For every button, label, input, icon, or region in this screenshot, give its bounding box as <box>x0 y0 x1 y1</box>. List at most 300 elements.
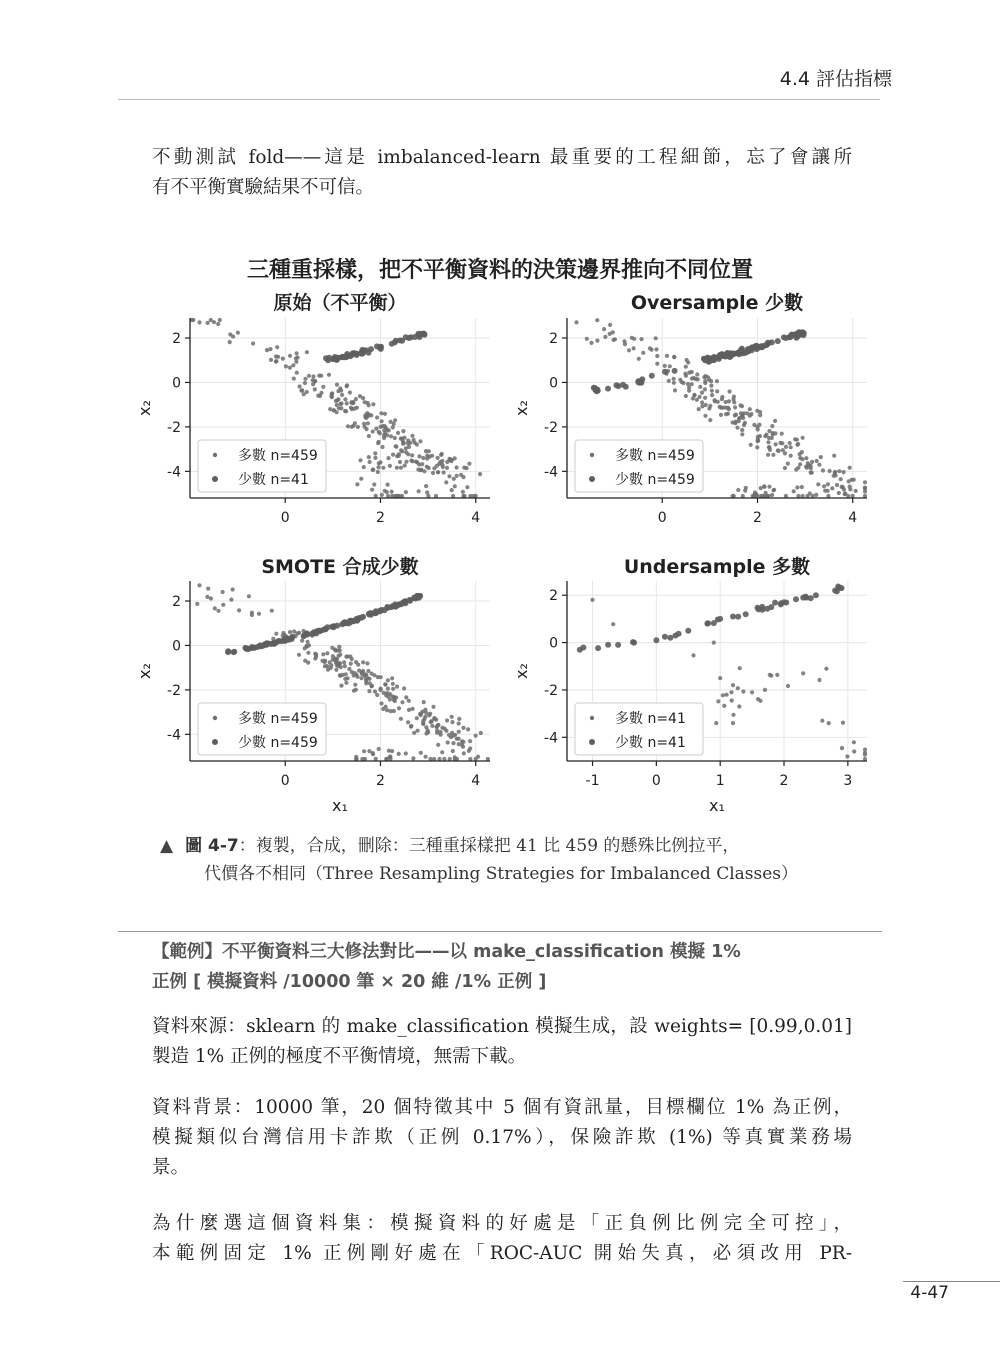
majority-point <box>404 460 408 464</box>
majority-point <box>407 708 411 712</box>
majority-point <box>715 389 719 393</box>
majority-point <box>774 442 778 446</box>
majority-point <box>216 322 220 326</box>
majority-point <box>654 347 658 351</box>
majority-point <box>379 411 383 415</box>
majority-point <box>306 651 310 655</box>
majority-point <box>337 661 341 665</box>
majority-point <box>848 466 852 470</box>
x-tick-label: 4 <box>471 773 481 789</box>
majority-point <box>691 653 695 657</box>
intro-line: 有不平衡實驗結果不可信。 <box>152 177 375 198</box>
majority-point <box>427 449 431 453</box>
majority-point <box>839 477 843 481</box>
majority-point <box>703 379 707 383</box>
majority-point <box>371 751 375 755</box>
majority-point <box>719 413 723 417</box>
majority-point <box>288 366 292 370</box>
majority-point <box>325 651 329 655</box>
majority-point <box>724 412 728 416</box>
majority-point <box>632 346 636 350</box>
majority-point <box>697 407 701 411</box>
majority-point <box>708 418 712 422</box>
majority-point <box>786 684 790 688</box>
majority-point <box>734 413 738 417</box>
majority-point <box>367 455 371 459</box>
majority-point <box>197 320 201 324</box>
majority-point <box>762 485 766 489</box>
majority-point <box>771 453 775 457</box>
minority-point <box>685 628 691 634</box>
majority-point <box>389 434 393 438</box>
minority-point <box>322 626 328 632</box>
minority-point <box>366 350 372 356</box>
majority-point <box>445 466 449 470</box>
majority-point <box>690 382 694 386</box>
majority-point <box>749 412 753 416</box>
majority-point <box>370 684 374 688</box>
y-axis-label: x₂ <box>135 400 154 416</box>
majority-point <box>365 427 369 431</box>
x-tick-label: 0 <box>280 773 290 789</box>
majority-point <box>767 429 771 433</box>
majority-point <box>706 375 710 379</box>
data-background-paragraph <box>152 1093 852 1183</box>
majority-point <box>303 381 307 385</box>
majority-point <box>432 717 436 721</box>
majority-point <box>334 399 338 403</box>
majority-point <box>724 400 728 404</box>
majority-point <box>281 357 285 361</box>
minority-point <box>729 351 735 357</box>
majority-point <box>731 420 735 424</box>
majority-point <box>752 423 756 427</box>
majority-point <box>251 341 255 345</box>
majority-point <box>356 663 360 667</box>
majority-point <box>352 673 356 677</box>
majority-point <box>603 335 607 339</box>
x-tick-label: 4 <box>471 510 481 526</box>
majority-point <box>197 583 201 587</box>
minority-point <box>715 617 721 623</box>
majority-point <box>444 729 448 733</box>
majority-point <box>462 751 466 755</box>
majority-point <box>863 480 867 484</box>
majority-point <box>388 697 392 701</box>
majority-point <box>337 645 341 649</box>
minority-point <box>580 645 586 651</box>
y-axis-label: x₂ <box>135 663 154 679</box>
majority-point <box>358 458 362 462</box>
majority-point <box>716 699 720 703</box>
majority-point <box>425 457 429 461</box>
majority-point <box>792 489 796 493</box>
majority-point <box>476 755 480 759</box>
majority-point <box>464 466 468 470</box>
majority-point <box>390 676 394 680</box>
majority-point <box>467 749 471 753</box>
majority-point <box>361 660 365 664</box>
x-tick-label: 2 <box>376 773 385 789</box>
majority-point <box>397 752 401 756</box>
majority-point <box>250 613 254 617</box>
majority-point <box>404 446 408 450</box>
example-heading <box>152 937 862 997</box>
majority-point <box>654 336 658 340</box>
majority-point <box>305 350 309 354</box>
minority-point <box>676 631 682 637</box>
majority-point <box>756 439 760 443</box>
majority-point <box>338 386 342 390</box>
majority-point <box>781 448 785 452</box>
page-number-rule <box>903 1281 1000 1282</box>
majority-point <box>821 468 825 472</box>
majority-point <box>281 631 285 635</box>
y-tick-label: 2 <box>549 331 558 347</box>
majority-point <box>397 452 401 456</box>
majority-point <box>423 715 427 719</box>
caption-figure-label: 圖 4-7 <box>185 836 239 856</box>
x-tick-label: 0 <box>651 773 661 789</box>
majority-point <box>313 387 317 391</box>
majority-point <box>698 385 702 389</box>
majority-point <box>340 393 344 397</box>
majority-point <box>845 754 849 758</box>
majority-point <box>305 644 309 648</box>
majority-point <box>421 722 425 726</box>
majority-point <box>692 393 696 397</box>
majority-point <box>736 686 740 690</box>
majority-point <box>400 700 404 704</box>
majority-point <box>357 669 361 673</box>
minority-point <box>377 608 383 614</box>
majority-point <box>819 455 823 459</box>
minority-point <box>772 600 778 606</box>
majority-point <box>453 484 457 488</box>
majority-point <box>733 405 737 409</box>
majority-point <box>430 724 434 728</box>
majority-point <box>446 740 450 744</box>
majority-point <box>366 401 370 405</box>
majority-point <box>780 441 784 445</box>
minority-point <box>301 633 307 639</box>
y-tick-label: -2 <box>544 682 558 699</box>
majority-point <box>852 740 856 744</box>
majority-point <box>795 485 799 489</box>
why-dataset-paragraph <box>152 1209 852 1269</box>
majority-point <box>455 465 459 469</box>
majority-point <box>672 355 676 359</box>
y-tick-label: -2 <box>544 419 558 436</box>
majority-point <box>386 678 390 682</box>
majority-point <box>288 354 292 358</box>
majority-point <box>371 429 375 433</box>
majority-point <box>431 705 435 709</box>
majority-point <box>800 457 804 461</box>
majority-point <box>375 693 379 697</box>
y-tick-label: 0 <box>172 638 181 655</box>
majority-point <box>360 672 364 676</box>
majority-point <box>655 362 659 366</box>
majority-point <box>391 687 395 691</box>
legend-marker <box>590 716 594 720</box>
majority-point <box>343 397 347 401</box>
majority-point <box>205 595 209 599</box>
majority-point <box>771 432 775 436</box>
majority-point <box>422 469 426 473</box>
majority-point <box>351 424 355 428</box>
majority-point <box>451 741 455 745</box>
majority-point <box>602 327 606 331</box>
majority-point <box>763 688 767 692</box>
minority-point <box>795 332 801 338</box>
minority-point <box>282 636 288 642</box>
y-axis-label: x₂ <box>512 663 531 679</box>
majority-point <box>709 379 713 383</box>
x-tick-label: 2 <box>753 510 762 526</box>
majority-point <box>842 470 846 474</box>
majority-point <box>373 451 377 455</box>
majority-point <box>385 708 389 712</box>
majority-point <box>655 354 659 358</box>
majority-point <box>667 379 671 383</box>
majority-point <box>386 456 390 460</box>
majority-point <box>468 739 472 743</box>
majority-point <box>445 460 449 464</box>
minority-point <box>743 611 749 617</box>
x-tick-label: 4 <box>848 510 858 526</box>
majority-point <box>422 700 426 704</box>
paragraph-line: 資料來源：sklearn 的 make_classification 模擬生成，設 weights= [0.99,0.01] <box>152 1016 852 1037</box>
majority-point <box>467 462 471 466</box>
majority-point <box>703 387 707 391</box>
minority-point <box>290 634 296 640</box>
majority-point <box>297 653 301 657</box>
majority-point <box>412 731 416 735</box>
majority-point <box>342 660 346 664</box>
minority-point <box>653 637 659 643</box>
minority-point <box>615 383 621 389</box>
majority-point <box>391 682 395 686</box>
caption-triangle-icon: ▲ <box>160 836 174 856</box>
majority-point <box>415 716 419 720</box>
majority-point <box>444 480 448 484</box>
majority-point <box>377 461 381 465</box>
majority-point <box>295 371 299 375</box>
majority-point <box>710 393 714 397</box>
majority-point <box>332 408 336 412</box>
minority-point <box>775 338 781 344</box>
majority-point <box>229 598 233 602</box>
majority-point <box>412 438 416 442</box>
majority-point <box>718 405 722 409</box>
majority-point <box>368 460 372 464</box>
majority-point <box>767 445 771 449</box>
majority-point <box>393 436 397 440</box>
y-tick-label: -2 <box>167 419 181 436</box>
majority-point <box>303 377 307 381</box>
majority-point <box>265 348 269 352</box>
majority-point <box>421 456 425 460</box>
majority-point <box>731 721 735 725</box>
legend-label: 多數 n=459 <box>615 448 695 464</box>
page-number: 4-47 <box>910 1283 949 1303</box>
y-tick-label: -2 <box>167 682 181 699</box>
majority-point <box>428 712 432 716</box>
majority-point <box>712 641 716 645</box>
legend-marker <box>212 739 218 745</box>
majority-point <box>743 421 747 425</box>
data-source-paragraph <box>152 1012 852 1072</box>
minority-point <box>631 640 637 646</box>
minority-point <box>623 384 629 390</box>
majority-point <box>300 639 304 643</box>
minority-point <box>389 341 395 347</box>
majority-point <box>339 665 343 669</box>
majority-point <box>801 436 805 440</box>
majority-point <box>354 688 358 692</box>
majority-point <box>684 394 688 398</box>
majority-point <box>365 661 369 665</box>
majority-point <box>401 429 405 433</box>
majority-point <box>382 428 386 432</box>
majority-point <box>478 472 482 476</box>
majority-point <box>366 421 370 425</box>
majority-point <box>770 493 774 497</box>
minority-point <box>615 642 621 648</box>
majority-point <box>284 364 288 368</box>
majority-point <box>236 331 240 335</box>
majority-point <box>672 377 676 381</box>
majority-point <box>349 406 353 410</box>
majority-point <box>399 466 403 470</box>
majority-point <box>461 745 465 749</box>
y-tick-label: -4 <box>167 464 181 481</box>
majority-point <box>206 587 210 591</box>
majority-point <box>623 342 627 346</box>
majority-point <box>715 379 719 383</box>
majority-point <box>758 699 762 703</box>
majority-point <box>275 345 279 349</box>
minority-point <box>326 355 332 361</box>
majority-point <box>376 465 380 469</box>
majority-point <box>374 494 378 498</box>
legend-marker <box>213 716 217 720</box>
majority-point <box>453 733 457 737</box>
minority-point <box>331 356 337 362</box>
majority-point <box>403 463 407 467</box>
majority-point <box>221 590 225 594</box>
paragraph-line: 為什麼選這個資料集：模擬資料的好處是「正負例比例完全可控」， <box>152 1213 852 1234</box>
majority-point <box>721 693 725 697</box>
minority-point <box>231 649 237 655</box>
majority-point <box>410 434 414 438</box>
minority-point <box>667 635 673 641</box>
majority-point <box>347 667 351 671</box>
minority-point <box>225 648 231 654</box>
minority-point <box>705 620 711 626</box>
majority-point <box>673 388 677 392</box>
majority-point <box>457 717 461 721</box>
majority-point <box>863 487 867 491</box>
majority-point <box>216 609 220 613</box>
majority-point <box>766 440 770 444</box>
majority-point <box>343 677 347 681</box>
majority-point <box>377 747 381 751</box>
minority-point <box>377 345 383 351</box>
majority-point <box>297 631 301 635</box>
majority-point <box>798 452 802 456</box>
majority-point <box>396 431 400 435</box>
minority-point <box>672 368 678 374</box>
x-axis-label: x₁ <box>332 796 348 815</box>
caption-text-line2: 代價各不相同（Three Resampling Strategies for Imbalanced Classes） <box>204 864 799 884</box>
majority-point <box>296 355 300 359</box>
minority-point <box>755 605 761 611</box>
majority-point <box>386 687 390 691</box>
majority-point <box>786 462 790 466</box>
majority-point <box>817 463 821 467</box>
majority-point <box>380 445 384 449</box>
majority-point <box>436 470 440 474</box>
majority-point <box>313 656 317 660</box>
x-tick-label: 2 <box>376 510 385 526</box>
majority-point <box>385 691 389 695</box>
majority-point <box>452 477 456 481</box>
minority-point <box>366 612 372 618</box>
minority-point <box>637 379 643 385</box>
majority-point <box>335 403 339 407</box>
legend-marker <box>213 453 217 457</box>
majority-point <box>359 477 363 481</box>
majority-point <box>423 708 427 712</box>
majority-point <box>479 731 483 735</box>
majority-point <box>418 439 422 443</box>
example-heading-line: 【範例】不平衡資料三大修法對比——以 make_classification 模擬 1% <box>152 942 741 962</box>
majority-point <box>338 648 342 652</box>
majority-point <box>366 414 370 418</box>
minority-point <box>662 369 668 375</box>
majority-point <box>411 707 415 711</box>
majority-point <box>404 490 408 494</box>
majority-point <box>789 445 793 449</box>
majority-point <box>741 689 745 693</box>
minority-point <box>595 645 601 651</box>
majority-point <box>641 351 645 355</box>
chart-panel <box>135 555 490 815</box>
majority-point <box>731 713 735 717</box>
majority-point <box>218 318 222 322</box>
majority-point <box>333 648 337 652</box>
y-axis-label: x₂ <box>512 400 531 416</box>
majority-point <box>206 321 210 325</box>
majority-point <box>815 459 819 463</box>
majority-point <box>457 742 461 746</box>
majority-point <box>804 456 808 460</box>
legend-marker <box>589 476 595 482</box>
majority-point <box>355 675 359 679</box>
majority-point <box>756 435 760 439</box>
majority-point <box>704 403 708 407</box>
majority-point <box>639 337 643 341</box>
majority-point <box>370 488 374 492</box>
majority-point <box>388 464 392 468</box>
majority-point <box>824 667 828 671</box>
majority-point <box>406 720 410 724</box>
majority-point <box>447 733 451 737</box>
majority-point <box>852 749 856 753</box>
majority-point <box>841 485 845 489</box>
